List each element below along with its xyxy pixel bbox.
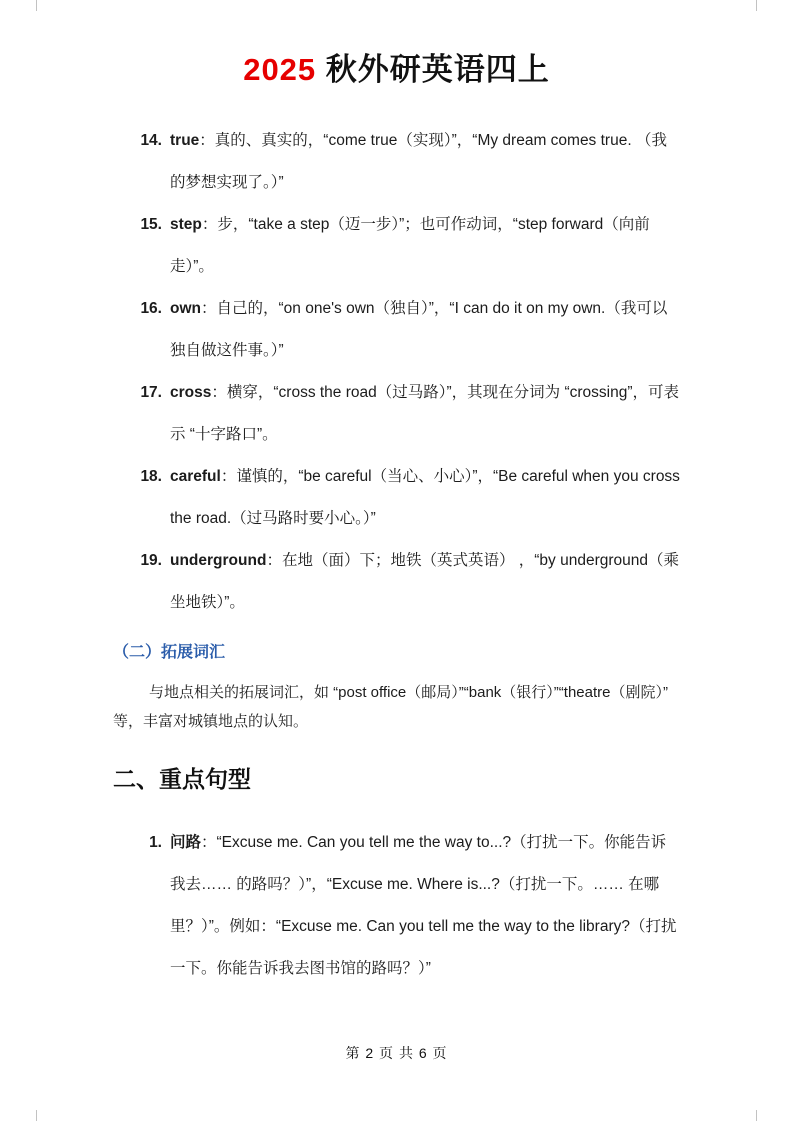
item-word: careful — [170, 468, 221, 485]
title-text: 秋外研英语四上 — [316, 52, 550, 87]
item-number: 19. — [140, 552, 162, 569]
item-number: 14. — [140, 132, 162, 149]
page-border-mark-top-left — [36, 0, 37, 11]
item-word: own — [170, 300, 201, 317]
item-number: 18. — [140, 468, 162, 485]
vocab-item-19 — [113, 540, 680, 624]
item-number: 15. — [140, 216, 162, 233]
item-definition: ：真的、真实的，“come true（实现）”，“My dream comes true. （我的梦想实现了。）” — [170, 132, 667, 191]
item-text — [162, 288, 680, 372]
item-text — [162, 372, 680, 456]
item-number: 1. — [149, 834, 162, 851]
page-title — [113, 50, 680, 90]
page-border-mark-bottom-left — [36, 1110, 37, 1121]
item-text — [162, 204, 680, 288]
item-word: step — [170, 216, 202, 233]
item-text — [162, 120, 680, 204]
title-year: 2025 — [243, 52, 317, 87]
item-definition: ：自己的，“on one's own（独自）”，“I can do it on my own.（我可以独自做这件事。）” — [170, 300, 668, 359]
vocab-list — [113, 120, 680, 624]
item-text — [162, 540, 680, 624]
item-number: 16. — [140, 300, 162, 317]
item-word: true — [170, 132, 200, 149]
page-footer: 第 2 页 共 6 页 — [345, 1045, 448, 1061]
page-border-mark-bottom-right — [756, 1110, 757, 1121]
item-word: 问路 — [170, 834, 202, 851]
expansion-paragraph: 与地点相关的拓展词汇，如 “post office（邮局）”“bank（银行）”“theatre（剧院）” 等，丰富对城镇地点的认知。 — [113, 684, 668, 730]
sentence-item-1 — [113, 822, 680, 990]
page-border-mark-top-right — [756, 0, 757, 11]
item-definition: ：谨慎的，“be careful（当心、小心）”，“Be careful when you cross the road.（过马路时要小心。）” — [170, 468, 680, 527]
item-definition: ：在地（面）下；地铁（英式英语） ，“by underground（乘坐地铁）”。 — [170, 552, 679, 611]
section-heading-key-sentences: 二、重点句型 — [113, 766, 251, 792]
item-number: 17. — [140, 384, 162, 401]
item-text — [162, 456, 680, 540]
sentence-list — [113, 822, 680, 990]
item-definition: ：“Excuse me. Can you tell me the way to...?（打扰一下。你能告诉我去…… 的路吗？）”，“Excuse me. Where is...?（打扰一下。…… 在哪里？）”。例如：“Excuse me. Can you tell me the way to the library?（打扰一下。你能告诉我去图书馆的路吗？）” — [170, 834, 677, 977]
vocab-item-16 — [113, 288, 680, 372]
item-definition: ：横穿，“cross the road（过马路）”，其现在分词为 “crossing”，可表示 “十字路口”。 — [170, 384, 680, 443]
item-definition: ：步，“take a step（迈一步）”；也可作动词，“step forward（向前走）”。 — [170, 216, 650, 275]
item-text — [162, 822, 680, 990]
vocab-item-15 — [113, 204, 680, 288]
subsection-heading-expansion: （二）拓展词汇 — [113, 644, 226, 661]
item-word: cross — [170, 384, 212, 401]
vocab-item-14 — [113, 120, 680, 204]
item-word: underground — [170, 552, 267, 569]
vocab-item-18 — [113, 456, 680, 540]
vocab-item-17 — [113, 372, 680, 456]
